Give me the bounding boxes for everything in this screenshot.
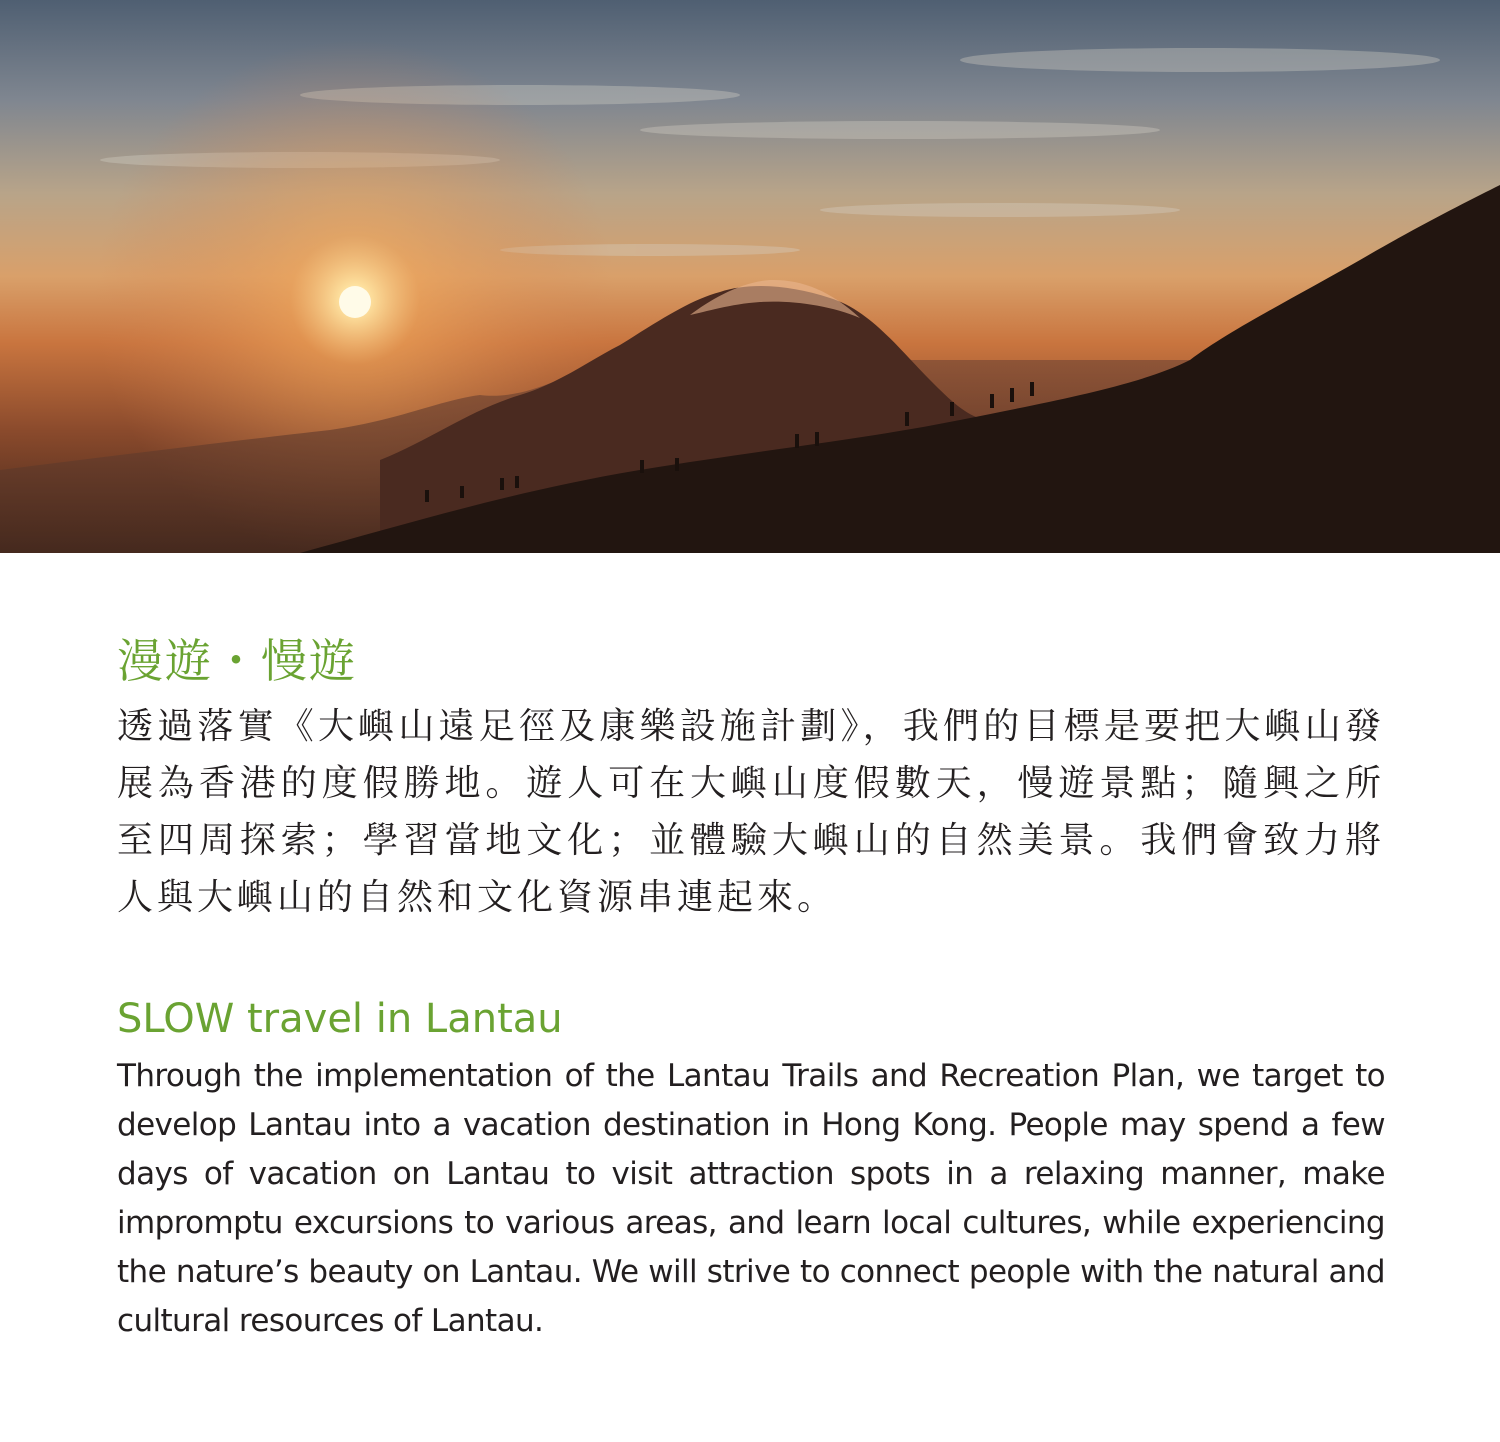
sunset-mountain-photo	[0, 0, 1500, 553]
chinese-heading: 漫遊・慢遊	[117, 634, 357, 688]
english-heading: SLOW travel in Lantau	[117, 996, 563, 1042]
chinese-paragraph: 透過落實《大嶼山遠足徑及康樂設施計劃》，我們的目標是要把大嶼山發展為香港的度假勝地。遊人可在大嶼山度假數天，慢遊景點；隨興之所至四周探索；學習當地文化；並體驗大嶼山的自然美景。我們會致力將人與大嶼山的自然和文化資源串連起來。	[117, 706, 1385, 918]
hero-photo	[0, 0, 1500, 553]
main-content	[117, 630, 1385, 1346]
english-paragraph: Through the implementation of the Lantau Trails and Recreation Plan, we target to develop Lantau into a vacation destination in Hong Kong. People may spend a few days of vacation on Lantau to visit attraction spots in a relaxing manner, make impromptu excursions to various areas, and learn local cultures, while experiencing the nature’s beauty on Lantau. We will strive to connect people with the natural and cultural resources of Lantau.	[117, 1058, 1385, 1339]
